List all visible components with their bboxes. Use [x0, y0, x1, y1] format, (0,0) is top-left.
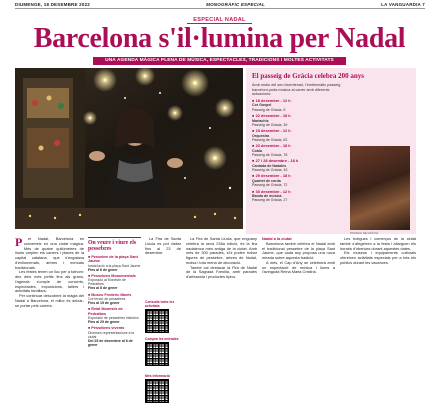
qr-label: Més informació	[145, 374, 170, 378]
sidebar-passeig-gracia	[246, 68, 416, 234]
paragraph: er Nadal, Barcelona es converteix en una ciutat màgica. Més de quatre quilòmetres de llums omplen els carrers i places de la capital catalana, que s'engalana d'enllumenats, arbres i mercats tradicionals.	[15, 236, 84, 270]
nativity-date: Fins al 8 de gener	[88, 286, 118, 291]
nativity-description: Exposició de pessebres històrics	[88, 315, 139, 320]
sidebar-event	[252, 159, 348, 172]
sidebar-photo-credit: PASSEIG DE GRÀCIA	[350, 231, 379, 235]
column-6-text	[340, 237, 416, 266]
nativity-item	[88, 307, 141, 324]
sidebar-event	[252, 190, 348, 203]
event-detail: Passeig de Gràcia, 43	[252, 168, 288, 173]
main-photo	[15, 68, 243, 229]
event-date: ■ 22 desembre - 18 h	[252, 114, 348, 119]
christmas-market-photo	[15, 68, 243, 229]
sidebar-intro: Amb motiu del seu bicentenari, l'emblemàtic passeig barceloní porta música al carrer amb diferents actuacions:	[252, 83, 341, 97]
nativity-name: ■ Pessebres vivents	[88, 326, 141, 330]
article-column-3	[145, 237, 181, 256]
nativity-scenes-box	[88, 237, 141, 409]
nativity-name: ■ Reial Monestir de Pedralbes	[88, 307, 141, 316]
event-detail: Banda de música	[252, 194, 282, 199]
paragraph: També cal destacar la Fira de Nadal de la Sagrada Família, amb parades d'artesania i productes típics.	[186, 264, 257, 279]
nativity-name: ■ Pessebre de la plaça Sant Jaume	[88, 255, 141, 264]
page-header	[15, 0, 425, 9]
paragraph: Les botigues i comerços de la ciutat també s'afegeixen a la festa i allarguen els horaris d'obertura durant aquestes dates.	[340, 236, 416, 251]
nativity-date: Del 25 de desembre al 6 de gener	[88, 338, 133, 347]
event-date: ■ 30 desembre - 12 h	[252, 190, 348, 195]
event-detail: Orquestra	[252, 133, 270, 138]
event-date: ■ 23 desembre - 18 h	[252, 144, 348, 149]
event-detail: Mariachis	[252, 118, 269, 123]
qr-code-icon[interactable]	[145, 342, 169, 366]
paragraph: Els museus i equipaments culturals ofereixen activitats especials per a tots els públics durant les vacances.	[340, 250, 416, 265]
event-detail: Cobla	[252, 148, 262, 153]
headline: Barcelona s'il·lumina per Nadal	[33, 23, 406, 54]
event-detail: Passeig de Gràcia, 62	[252, 137, 288, 142]
nativity-list	[88, 255, 141, 347]
header-date: DIUMENGE, 18 DESEMBRE 2022	[15, 1, 90, 7]
kicker-text: ESPECIAL NADAL	[187, 17, 251, 24]
nativity-box-title: On veure i viure els pessebres	[88, 240, 137, 253]
drop-cap: P	[15, 235, 23, 249]
article-column-5	[262, 237, 335, 275]
nativity-item	[88, 274, 141, 291]
sidebar-event	[252, 144, 348, 157]
event-detail: Passeig de Gràcia, 27	[252, 198, 288, 203]
event-detail: Passeig de Gràcia, 78	[252, 152, 288, 157]
event-detail: Passeig de Gràcia, 72	[252, 183, 288, 188]
nativity-description: Exposició al Monestir de Pedralbes	[88, 278, 126, 287]
qr-label: Compra les entrades	[145, 337, 179, 341]
sidebar-event	[252, 114, 348, 127]
event-detail: Cor Gospel	[252, 103, 272, 108]
paragraph: Barcelona també celebra el Nadal amb el tradicional pessebre de la plaça Sant Jaume, que cada any proposa una nova mirada sobre aquesta tradició.	[262, 240, 335, 260]
article-column-1	[15, 237, 84, 308]
paragraph: A més, el Cap d'Any se celebrarà amb un espectacle de música i llums a l'avinguda Reina Maria Cristina.	[262, 259, 335, 275]
event-detail: Passeig de Gràcia, 5	[252, 107, 286, 112]
subhead: UNA AGENDA MÀGICA PLENA DE MÚSICA, ESPECTACLES, TRADICIONS I MOLTES ACTIVITATS	[93, 57, 346, 65]
nativity-item	[88, 326, 141, 347]
paragraph: La Fira de Santa Llúcia, que enguany celebra la seva 236a edició, és la fira nadalenca més antiga de la ciutat. Amb més de 300 parades, s'hi poden trobar figures de pessebre, arbres de Nadal, molsa i tota mena de decoració.	[186, 236, 257, 265]
nativity-description: Diverses representacions a la ciutat	[88, 330, 135, 339]
nativity-date: Fins al 29 de gener	[88, 320, 120, 324]
event-date: ■ 29 desembre - 18 h	[252, 174, 348, 179]
sidebar-title: El passeig de Gràcia celebra 200 anys	[252, 72, 364, 80]
nativity-date: Fins al 6 de gener	[88, 267, 118, 272]
event-date: ■ 23 desembre - 12 h	[252, 129, 348, 134]
qr-code-icon[interactable]	[145, 379, 169, 403]
column-1-text	[15, 237, 84, 308]
article-column-6	[340, 237, 416, 266]
article-column-4	[186, 237, 257, 280]
sidebar-event-list	[252, 99, 348, 202]
nativity-item	[88, 255, 141, 272]
paragraph: Les festes tenen un lloc per a tothom: des dels més petits fins als grans, l'agenda s'omple de concerts, espectacles, exposicions, tallers i activitats familiars.	[15, 269, 84, 294]
header-publication: LA VANGUARDIA 7	[381, 1, 425, 7]
column-5-subheading: Nadal a la ciutat	[262, 236, 292, 241]
column-3-text: La Fira de Santa Llúcia es pot visitar fins al 23 de desembre.	[145, 236, 181, 256]
sidebar-event	[252, 99, 348, 112]
nativity-description: Col·lecció de pessebres	[88, 296, 126, 301]
sidebar-event	[252, 129, 348, 142]
qr-block	[145, 300, 181, 333]
nativity-description: Instal·lació a la plaça Sant Jaume	[88, 263, 141, 268]
column-5-text	[262, 242, 335, 275]
nativity-item	[88, 293, 141, 306]
column-4-text	[186, 237, 257, 280]
event-date: ■ 18 desembre - 12 h	[252, 99, 348, 104]
qr-block	[145, 374, 181, 403]
nativity-name: ■ Museu Frederic Marès	[88, 293, 141, 297]
sidebar-photo	[350, 146, 410, 230]
header-section: MONOGRÀFIC ESPECIAL	[206, 1, 265, 7]
event-detail: Quartet de corda	[252, 178, 281, 183]
event-date: ■ 27 i 28 desembre - 18 h	[252, 159, 348, 164]
qr-code-icon[interactable]	[145, 309, 169, 333]
paragraph: Per continuar descobrint la màgia del Nadal a Barcelona, el millor és deixar-se portar pels carrers.	[15, 293, 84, 308]
nativity-date: Fins al 15 de gener	[88, 301, 120, 305]
event-detail: Cantada de Nadales	[252, 163, 287, 168]
event-detail: Passeig de Gràcia, 39	[252, 122, 288, 127]
sidebar-event	[252, 174, 348, 187]
qr-block	[145, 337, 181, 366]
nativity-name: ■ Pessebres Monumentals	[88, 274, 141, 278]
qr-label: Consulta totes les activitats	[145, 300, 175, 308]
